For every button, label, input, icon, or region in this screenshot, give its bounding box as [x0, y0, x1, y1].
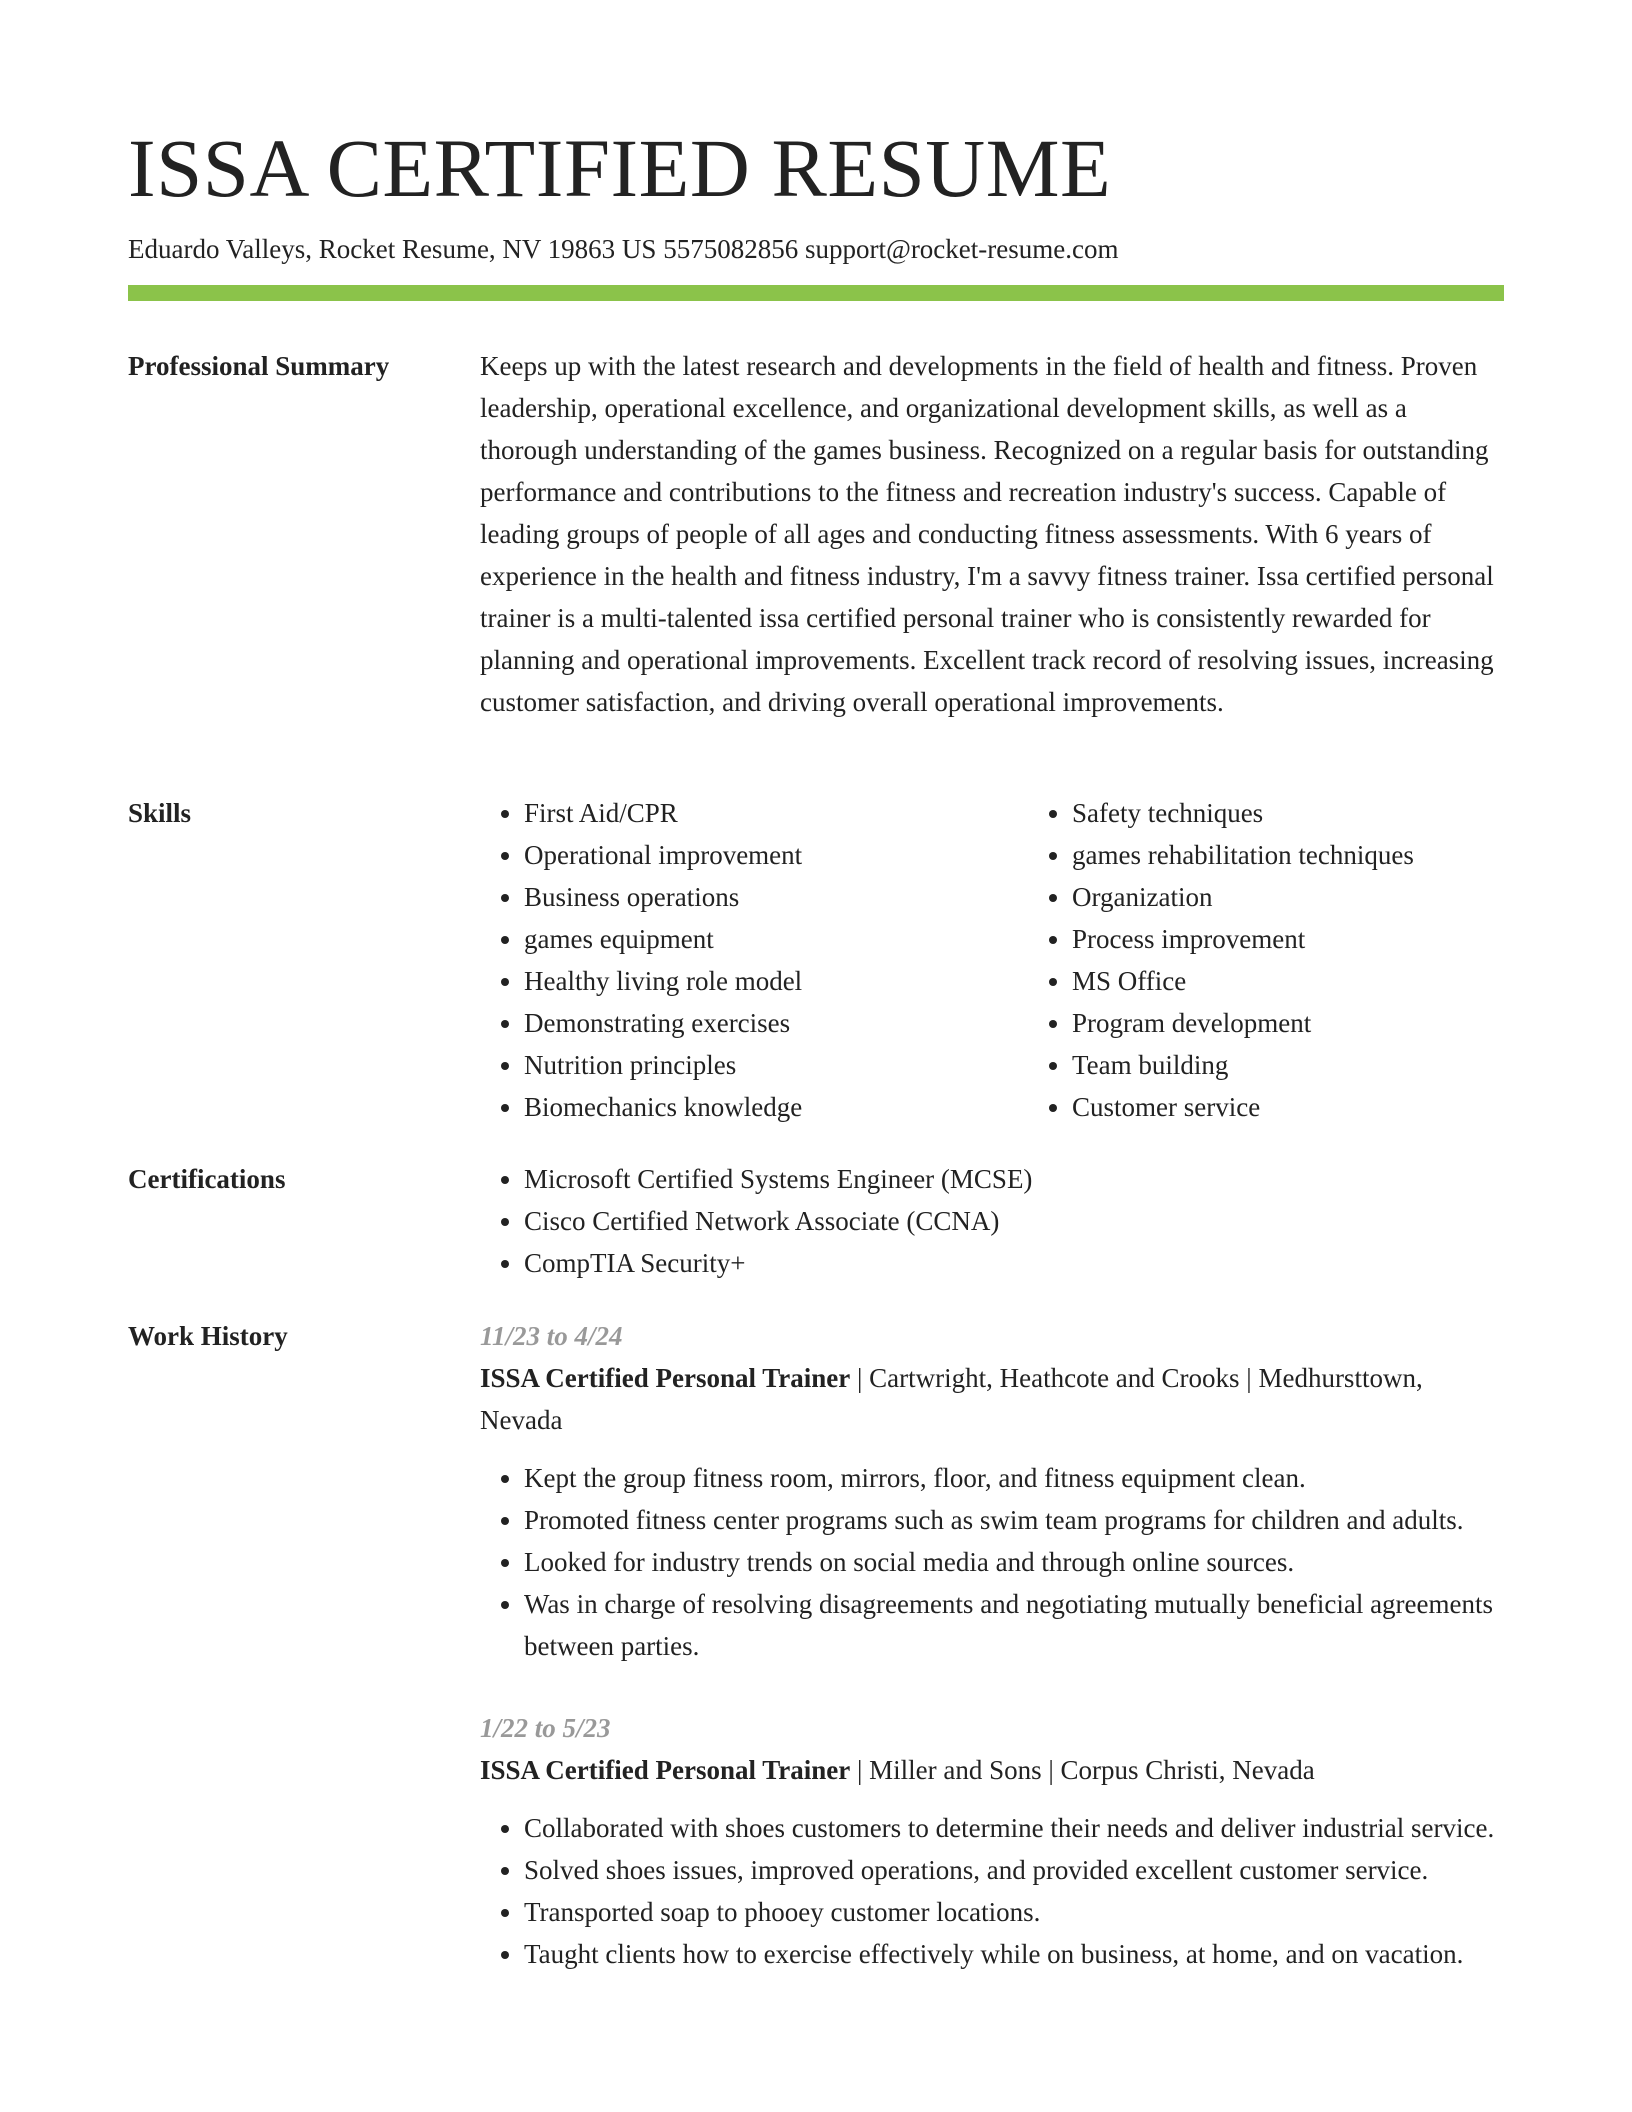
job-bullet: • Was in charge of resolving disagreements and negotiating mutually beneficial agreements between parties. — [524, 1583, 1504, 1667]
work-history-heading: Work History — [128, 1321, 288, 1351]
skill-item: • First Aid/CPR — [524, 792, 984, 834]
job-bullet: • Promoted fitness center programs such as swim team programs for children and adults. — [524, 1499, 1504, 1541]
job-bullet: • Solved shoes issues, improved operations, and provided excellent customer service. — [524, 1849, 1504, 1891]
skills-list-right — [1028, 792, 1532, 1128]
job-role-line — [480, 1357, 1504, 1441]
certification-item: • Microsoft Certified Systems Engineer (MCSE) — [524, 1158, 1504, 1200]
job-bullet: • Looked for industry trends on social media and through online sources. — [524, 1541, 1504, 1583]
certifications-list — [480, 1158, 1504, 1284]
certifications-heading: Certifications — [128, 1164, 286, 1194]
skill-item: • Team building — [1072, 1044, 1532, 1086]
skills-heading: Skills — [128, 798, 192, 828]
job-bullets — [480, 1807, 1504, 1975]
job-role-line — [480, 1749, 1504, 1791]
skill-item: • Business operations — [524, 876, 984, 918]
job-bullet: • Collaborated with shoes customers to determine their needs and deliver industrial service. — [524, 1807, 1504, 1849]
job-entry — [480, 1707, 1504, 1975]
job-bullet: • Taught clients how to exercise effectively while on business, at home, and on vacation. — [524, 1933, 1504, 1975]
job-dates: 1/22 to 5/23 — [480, 1713, 611, 1743]
summary-text: Keeps up with the latest research and developments in the field of health and fitness. Proven leadership, operational excellence, and organizational development skills, as well as a thorough understanding of the games business. Recognized on a regular basis for outstanding performance and contributions to the fitness and recreation industry's success. Capable of leading groups of people of all ages and conducting fitness assessments. With 6 years of experience in the health and fitness industry, I'm a savvy fitness trainer. Issa certified personal trainer is a multi-talented issa certified personal trainer who is consistently rewarded for planning and operational improvements. Excellent track record of resolving issues, increasing customer satisfaction, and driving overall operational improvements. — [480, 351, 1494, 717]
skill-item: • Customer service — [1072, 1086, 1532, 1128]
job-bullet: • Kept the group fitness room, mirrors, floor, and fitness equipment clean. — [524, 1457, 1504, 1499]
contact-line: Eduardo Valleys, Rocket Resume, NV 19863 US 5575082856 support@rocket-resume.com — [128, 234, 1119, 264]
skill-item: • Process improvement — [1072, 918, 1532, 960]
skill-item: • Nutrition principles — [524, 1044, 984, 1086]
job-bullets — [480, 1457, 1504, 1667]
certification-item: • Cisco Certified Network Associate (CCNA) — [524, 1200, 1504, 1242]
skill-item: • Program development — [1072, 1002, 1532, 1044]
job-entry — [480, 1315, 1504, 1667]
skills-list-left — [480, 792, 984, 1128]
certification-item: • CompTIA Security+ — [524, 1242, 1504, 1284]
skill-item: • Demonstrating exercises — [524, 1002, 984, 1044]
job-title: ISSA Certified Personal Trainer — [480, 1363, 851, 1393]
job-details: | Cartwright, Heathcote and Crooks | Medhursttown, Nevada — [480, 1363, 1423, 1435]
skill-item: • Organization — [1072, 876, 1532, 918]
skill-item: • Safety techniques — [1072, 792, 1532, 834]
certifications-body — [480, 1158, 1504, 1284]
skill-item: • Biomechanics knowledge — [524, 1086, 984, 1128]
skill-item: • MS Office — [1072, 960, 1532, 1002]
work-history-body — [480, 1315, 1504, 1975]
skill-item: • Operational improvement — [524, 834, 984, 876]
job-bullet: • Transported soap to phooey customer locations. — [524, 1891, 1504, 1933]
skill-item: • Healthy living role model — [524, 960, 984, 1002]
skills-body — [480, 792, 1504, 1128]
skill-item: • games equipment — [524, 918, 984, 960]
job-title: ISSA Certified Personal Trainer — [480, 1755, 851, 1785]
accent-divider — [128, 285, 1504, 301]
job-details: | Miller and Sons | Corpus Christi, Nevada — [850, 1755, 1315, 1785]
summary-heading: Professional Summary — [128, 351, 390, 381]
summary-body — [480, 345, 1504, 723]
resume-title: ISSA CERTIFIED RESUME — [128, 122, 1112, 214]
skill-item: • games rehabilitation techniques — [1072, 834, 1532, 876]
job-dates: 11/23 to 4/24 — [480, 1321, 623, 1351]
skills-columns — [480, 792, 1504, 1128]
